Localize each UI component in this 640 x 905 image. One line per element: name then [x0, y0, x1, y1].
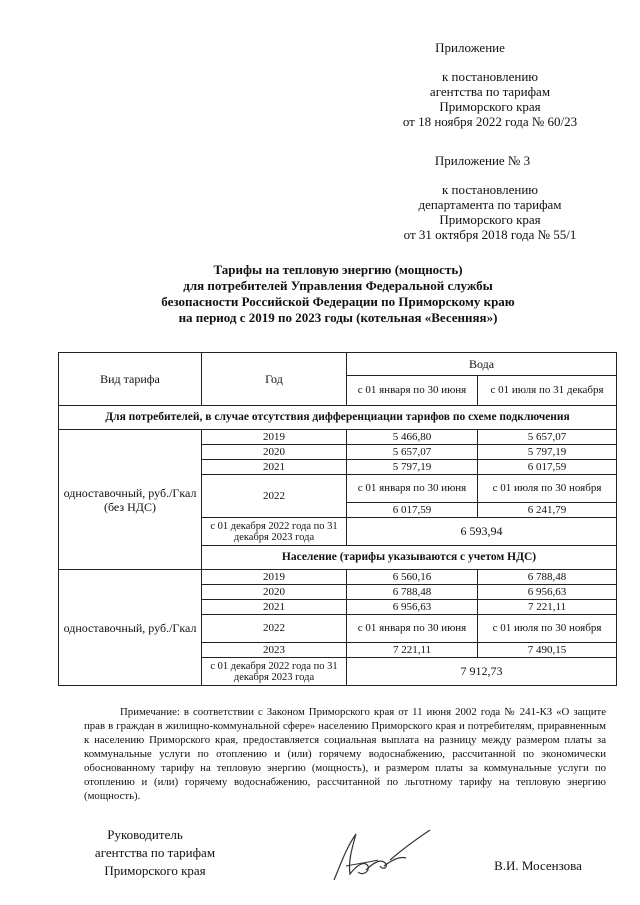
year-cell: 2020 [202, 585, 347, 600]
year-cell: 2022 [202, 475, 347, 518]
header-year: Год [202, 353, 347, 406]
header-period-jan: с 01 января по 30 июня [347, 376, 478, 406]
footnote-text: Примечание: в соответствии с Законом Приморского края от 11 июня 2002 года № 241-КЗ «О защите прав в граждан в жилищно-коммунальной сфере» населению Приморского края и потребителям, приравненным к населению Приморского края, предоставляется социальная выплата на разницу между размером платы за коммунальные услуги по отоплению и (или) горячему водоснабжению, рассчитанной по экономически обоснованному тарифу на тепловую энергию (мощность), и размером платы за коммунальные услуги по отоплению и (или) горячему водоснабжению, рассчитанной по льготному тарифу на тепловую энергию (мощность). [84, 706, 606, 802]
value-cell: 6 788,48 [347, 585, 478, 600]
footnote [84, 705, 606, 803]
header-tariff-type: Вид тарифа [59, 353, 202, 406]
value-cell: 5 797,19 [478, 445, 617, 460]
tariff-type-cell: одноставочный, руб./Гкал [59, 570, 202, 686]
title-line: Тарифы на тепловую энергию (мощность) [213, 262, 463, 277]
value-cell: 6 956,63 [347, 600, 478, 615]
tariff-type-cell: одноставочный, руб./Гкал (без НДС) [59, 430, 202, 570]
period-label: с 01 декабря 2022 года по 31 декабря 2023 года [202, 658, 347, 686]
title-line: на период с 2019 по 2023 годы (котельная «Весенняя») [178, 310, 498, 325]
value-cell: 5 797,19 [347, 460, 478, 475]
handwritten-signature [326, 826, 436, 886]
period-label: с 01 января по 30 июня [347, 475, 478, 503]
appendix-label: Приложение [435, 40, 505, 55]
value-cell: 5 466,80 [347, 430, 478, 445]
year-cell: 2022 [202, 615, 347, 643]
value-cell: 6 956,63 [478, 585, 617, 600]
header-water: Вода [347, 353, 617, 376]
appendix-line: Приморского края [439, 99, 541, 114]
signer-role: агентства по тарифам [94, 845, 216, 860]
value-cell: 7 221,11 [478, 600, 617, 615]
value-cell: 6 017,59 [478, 460, 617, 475]
title-line: для потребителей Управления Федеральной службы [183, 278, 493, 293]
appendix-header-2 [380, 153, 600, 242]
year-cell: 2019 [202, 430, 347, 445]
year-cell: 2021 [202, 460, 347, 475]
year-cell: 2019 [202, 570, 347, 585]
year-cell: 2021 [202, 600, 347, 615]
appendix-label: Приложение № 3 [434, 153, 531, 168]
document-title [60, 262, 616, 326]
section-heading-consumers: Для потребителей, в случае отсутствия дифференциации тарифов по схеме подключения [59, 406, 617, 430]
appendix-line: Приморского края [439, 212, 541, 227]
value-cell: 6 017,59 [347, 503, 478, 518]
signer-role: Приморского края [104, 863, 206, 878]
value-cell: 7 912,73 [347, 658, 617, 686]
appendix-date: от 18 ноября 2022 года № 60/23 [402, 114, 578, 129]
period-label: с 01 декабря 2022 года по 31 декабря 2023 года [202, 518, 347, 546]
period-label: с 01 июля по 30 ноября [478, 475, 617, 503]
value-cell: 7 221,11 [347, 643, 478, 658]
appendix-line: к постановлению [441, 69, 539, 84]
header-period-jul: с 01 июля по 31 декабря [478, 376, 617, 406]
section-heading-population: Население (тарифы указываются с учетом НДС) [202, 546, 617, 570]
year-cell: 2020 [202, 445, 347, 460]
appendix-line: департамента по тарифам [418, 197, 562, 212]
value-cell: 5 657,07 [347, 445, 478, 460]
appendix-date: от 31 октября 2018 года № 55/1 [403, 227, 577, 242]
signer-role: Руководитель [107, 827, 183, 842]
value-cell: 6 593,94 [347, 518, 617, 546]
appendix-header-1 [380, 40, 600, 129]
period-label: с 01 января по 30 июня [347, 615, 478, 643]
tariff-table [58, 352, 617, 686]
signature-block [60, 826, 250, 880]
value-cell: 6 560,16 [347, 570, 478, 585]
value-cell: 6 241,79 [478, 503, 617, 518]
appendix-line: к постановлению [441, 182, 539, 197]
period-label: с 01 июля по 30 ноября [478, 615, 617, 643]
year-cell: 2023 [202, 643, 347, 658]
appendix-line: агентства по тарифам [429, 84, 551, 99]
value-cell: 6 788,48 [478, 570, 617, 585]
value-cell: 5 657,07 [478, 430, 617, 445]
signer-name: В.И. Мосензова [494, 858, 582, 873]
title-line: безопасности Российской Федерации по Приморскому краю [161, 294, 515, 309]
value-cell: 7 490,15 [478, 643, 617, 658]
